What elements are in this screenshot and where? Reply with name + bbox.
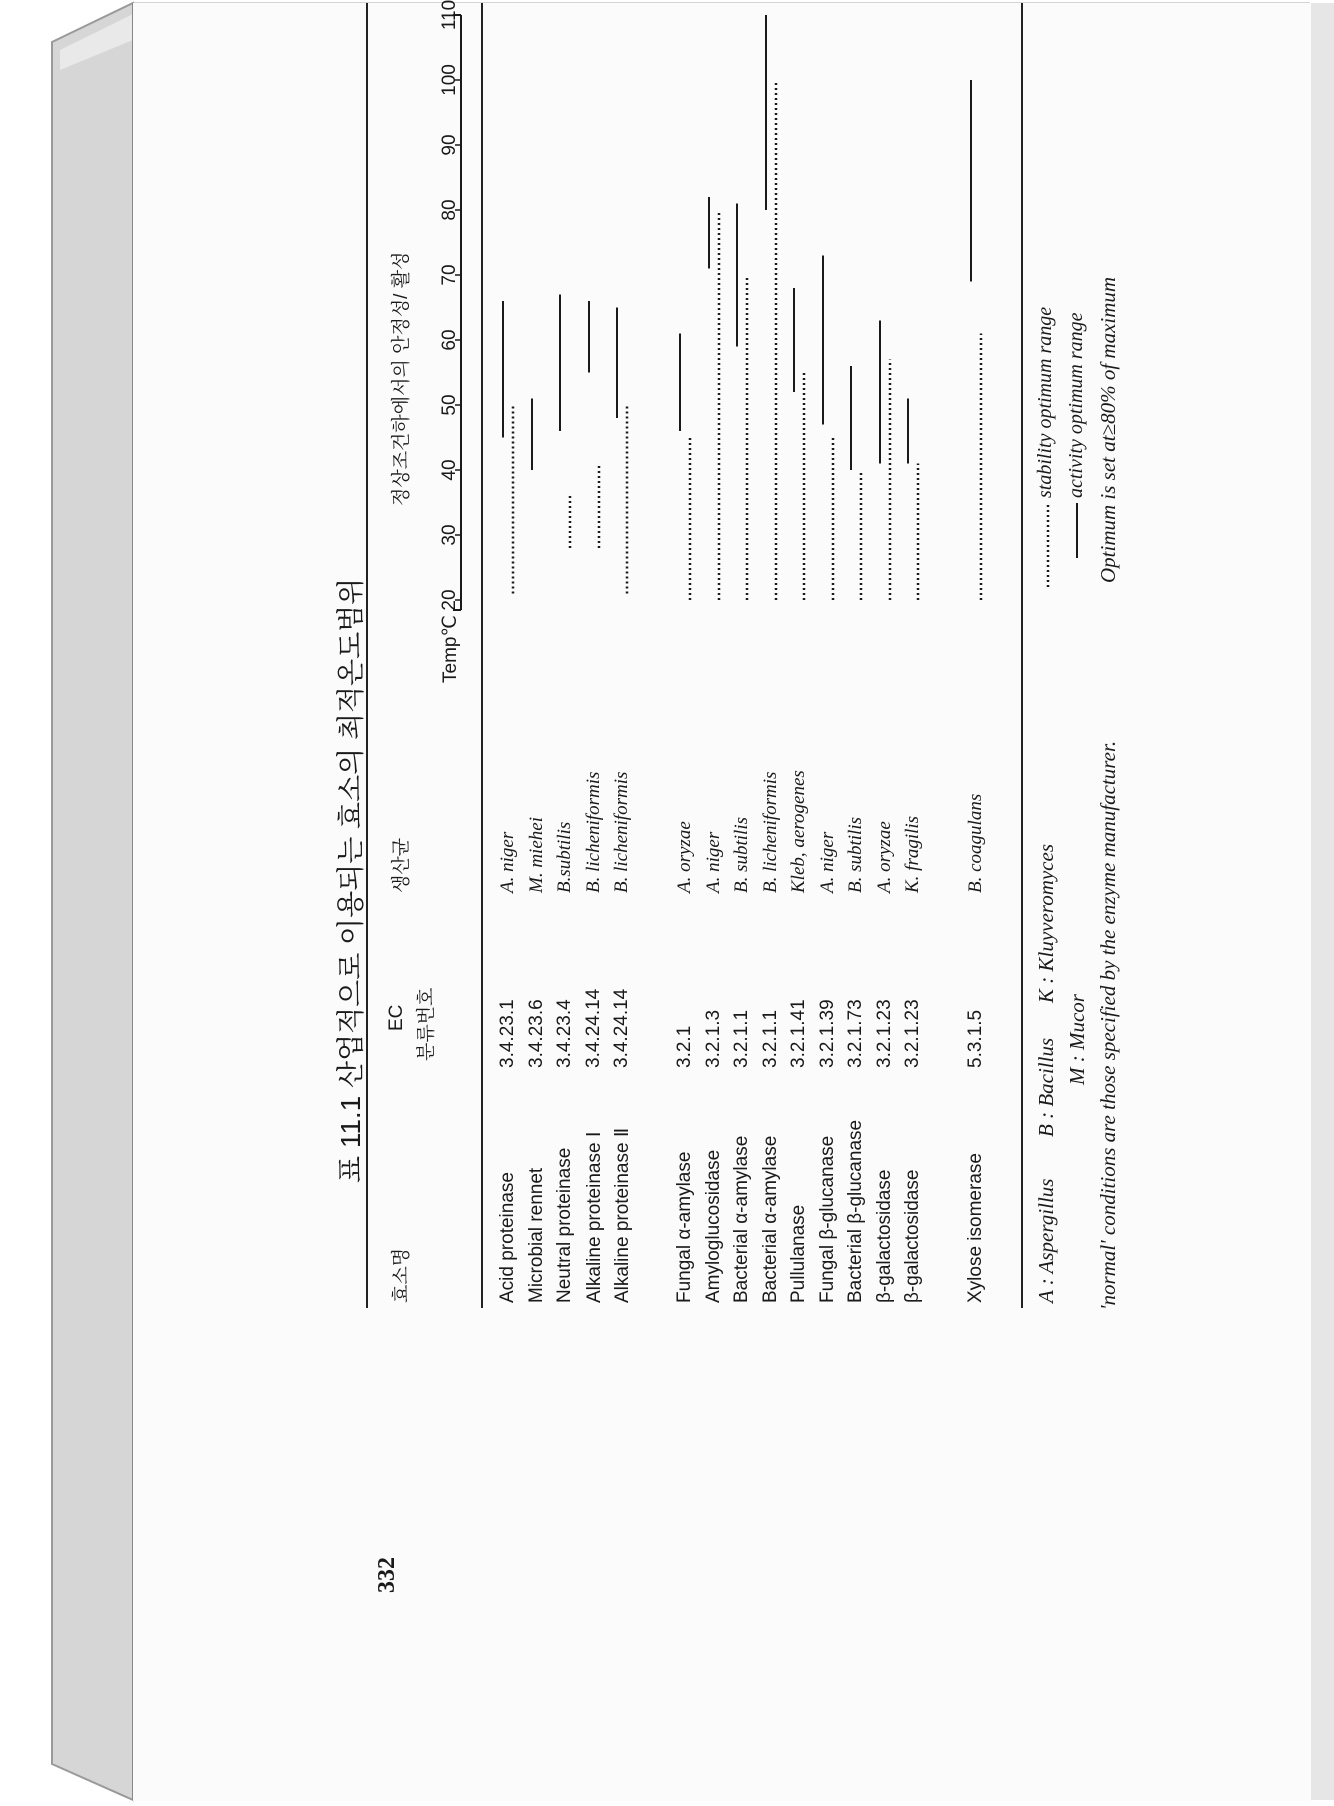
- enzyme-name: Amyloglucosidase: [703, 1149, 724, 1303]
- temp-tick-label: 60: [439, 329, 460, 351]
- temperature-range-chart: [141, 0, 1311, 1743]
- header-organism: 생산균: [391, 837, 412, 893]
- header-ec: EC: [386, 1004, 407, 1031]
- header-enzyme: 효소명: [391, 1247, 412, 1303]
- table-title: 표 11.1 산업적으로 이용되는 효소의 최적온도범위: [335, 577, 366, 1183]
- temp-tick-label: 20: [439, 589, 460, 611]
- header-range: 정상조건하에서의 안정성/ 활성: [391, 251, 412, 506]
- ec-number: 3.4.24.14: [583, 988, 604, 1068]
- ec-number: 3.2.1.73: [845, 999, 866, 1068]
- enzyme-name: Xylose isomerase: [965, 1153, 986, 1303]
- book-page: [133, 0, 1311, 1801]
- temp-tick-label: 40: [439, 459, 460, 481]
- footnote-abbr-b: B : Bacillus: [1034, 1037, 1058, 1137]
- header-temp: Temp℃: [440, 615, 461, 683]
- organism-name: K. fragilis: [902, 815, 923, 893]
- temp-tick-label: 110: [439, 0, 460, 31]
- organism-name: A. niger: [817, 831, 838, 893]
- temp-tick-label: 90: [439, 134, 460, 156]
- ec-number: 3.2.1.23: [874, 999, 895, 1068]
- organism-name: B. coagulans: [965, 793, 986, 893]
- footnote-abbr-a: A : Aspergillus: [1034, 1178, 1058, 1303]
- temp-tick-label: 30: [439, 524, 460, 546]
- footnote-abbr-k: K : Kluyveromyces: [1034, 844, 1058, 1003]
- ec-number: 3.2.1.1: [731, 1009, 752, 1068]
- ec-number: 3.2.1: [674, 1025, 695, 1068]
- organism-name: B. subtilis: [845, 816, 866, 893]
- ec-number: 3.2.1.23: [902, 999, 923, 1068]
- temp-tick-label: 50: [439, 394, 460, 416]
- organism-name: B. licheniformis: [611, 771, 632, 893]
- ec-number: 3.4.23.1: [497, 999, 518, 1068]
- enzyme-name: Alkaline proteinase Ⅰ: [584, 1131, 605, 1303]
- organism-name: A. niger: [497, 831, 518, 893]
- header-ec-sub: 분류번호: [416, 987, 437, 1061]
- organism-name: B. licheniformis: [583, 771, 604, 893]
- legend-activity-label: activity optimum range: [1065, 312, 1087, 498]
- enzyme-name: Neutral proteinase: [554, 1147, 575, 1303]
- enzyme-name: Acid proteinase: [497, 1172, 518, 1303]
- organism-name: B.subtilis: [554, 821, 575, 893]
- page-number: 332: [374, 1557, 400, 1593]
- enzyme-name: Fungal α-amylase: [674, 1151, 695, 1303]
- ec-number: 3.2.1.39: [817, 999, 838, 1068]
- organism-name: M. miehei: [526, 817, 547, 893]
- book-spine: [52, 3, 133, 1800]
- enzyme-name: Bacterial β-glucanase: [845, 1119, 866, 1303]
- enzyme-name: Microbial rennet: [526, 1167, 547, 1303]
- enzyme-name: Bacterial α-amylase: [760, 1135, 781, 1303]
- organism-name: A. niger: [703, 831, 724, 893]
- temp-tick-label: 80: [439, 199, 460, 221]
- organism-name: A. oryzae: [874, 821, 895, 893]
- legend-stability-label: stability optimum range: [1034, 306, 1056, 498]
- organism-name: A. oryzae: [674, 821, 695, 893]
- ec-number: 3.2.1.1: [760, 1009, 781, 1068]
- footnote-abbr-m: M : Mucor: [1065, 994, 1089, 1085]
- organism-name: Kleb, aerogenes: [788, 770, 809, 893]
- enzyme-name: Pullulanase: [788, 1204, 809, 1303]
- organism-name: B. licheniformis: [760, 771, 781, 893]
- ec-number: 3.2.1.3: [703, 1009, 724, 1068]
- temp-tick-label: 70: [439, 264, 460, 286]
- footnote-optimum-note: Optimum is set at≥80% of maximum: [1096, 276, 1120, 583]
- ec-number: 3.4.23.4: [554, 999, 575, 1068]
- temp-tick-label: 100: [439, 64, 460, 96]
- organism-name: B. subtilis: [731, 816, 752, 893]
- enzyme-name: β-galactosidase: [902, 1169, 923, 1303]
- ec-number: 3.4.23.6: [526, 999, 547, 1068]
- enzyme-name: Alkaline proteinase Ⅱ: [612, 1127, 633, 1303]
- ec-number: 3.2.1.41: [788, 999, 809, 1068]
- ec-number: 5.3.1.5: [965, 1009, 986, 1068]
- enzyme-name: Bacterial α-amylase: [731, 1135, 752, 1303]
- enzyme-name: β-galactosidase: [874, 1169, 895, 1303]
- footnote-normal-conditions: 'normal' conditions are those specified by the enzyme manufacturer.: [1096, 740, 1120, 1310]
- rotated-table-frame: [141, 0, 1311, 1743]
- enzyme-name: Fungal β-glucanase: [817, 1135, 838, 1303]
- ec-number: 3.4.24.14: [611, 988, 632, 1068]
